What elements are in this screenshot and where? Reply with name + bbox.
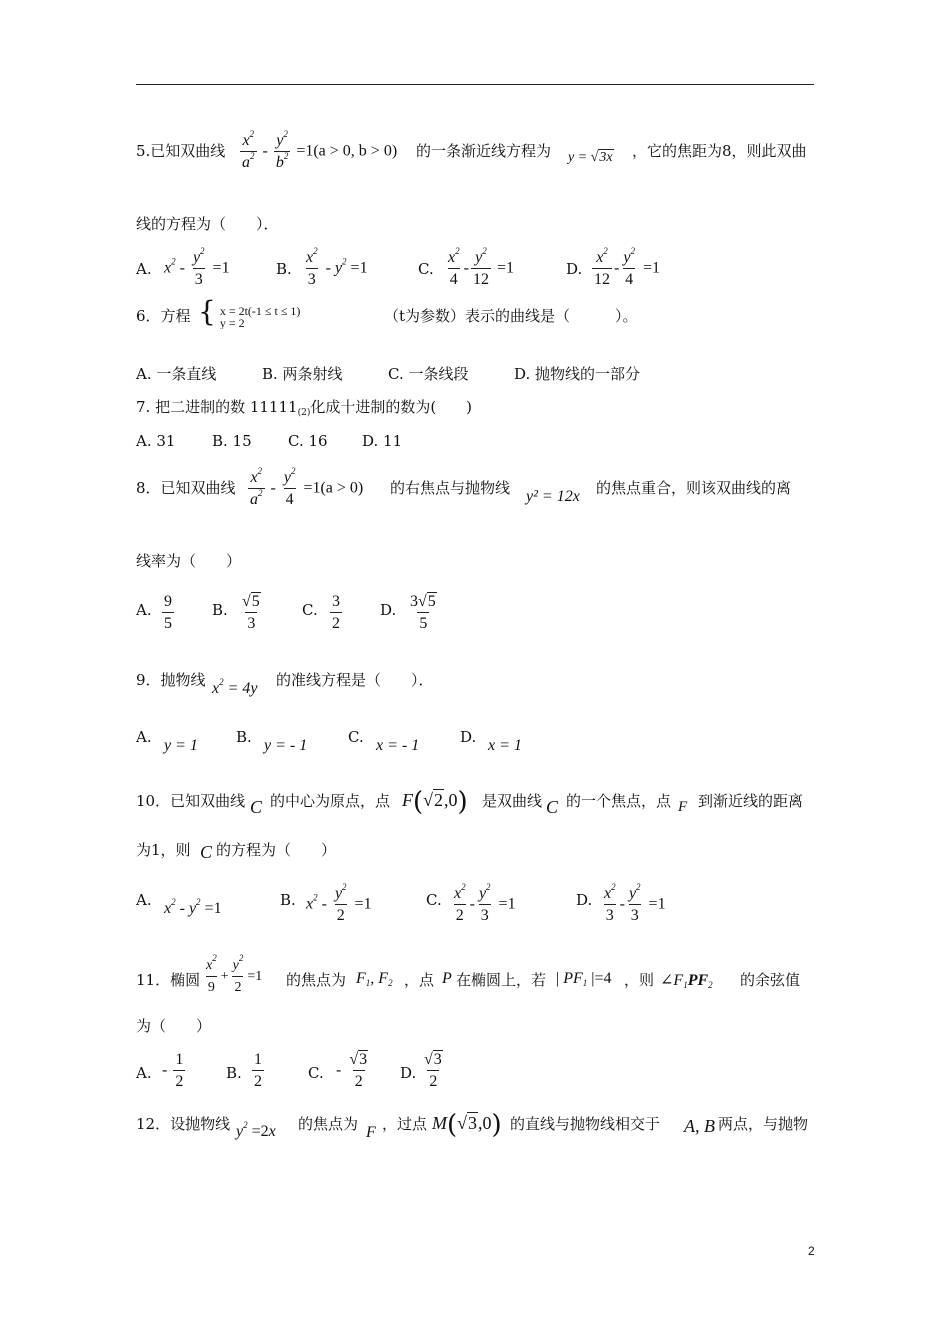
q11-line2: 为（ ） bbox=[136, 1017, 212, 1035]
q10-line2b: 的方程为（ ） bbox=[216, 841, 337, 859]
q10-option-c-eq: $\frac{x^2}{2}$ - $\frac{y^2}{3}$ =1 bbox=[454, 882, 516, 924]
q5-mid: 的一条渐近线方程为 bbox=[416, 142, 552, 160]
q10-c: 的一个焦点，点 bbox=[566, 792, 672, 810]
q10-option-b-eq: $x^2$ - $\frac{y^2}{2}$ =1 bbox=[306, 882, 372, 924]
q10-option-d: D. bbox=[576, 891, 593, 909]
q12-lead: 12．设抛物线 bbox=[136, 1115, 231, 1133]
q12-f-symbol: F bbox=[366, 1124, 376, 1141]
q8-line2: 线率为（ ） bbox=[136, 552, 242, 570]
q7-option-b: B. 15 bbox=[212, 432, 252, 450]
q10-option-a: A. bbox=[136, 891, 152, 909]
q9-lead: 9．抛物线 bbox=[136, 671, 206, 689]
q9-option-d-val: x = 1 bbox=[488, 737, 522, 754]
q11-d: ，则 bbox=[624, 971, 655, 989]
q5-option-b-eq: $\frac{x^2}{3}$ - $y^2 =1$ bbox=[306, 246, 368, 288]
q8-option-d-val: $\frac{3√5}{5}$ bbox=[410, 593, 436, 632]
q7-option-c: C. 16 bbox=[288, 432, 328, 450]
q5-option-b: B. bbox=[276, 260, 292, 278]
q10-option-c: C. bbox=[426, 891, 442, 909]
q10-c-symbol: C bbox=[250, 797, 263, 817]
q6-option-d: D. 抛物线的一部分 bbox=[514, 365, 641, 383]
q5-option-d-eq: $\frac{x^2}{12}$ - $\frac{y^2}{4}$ =1 bbox=[594, 246, 660, 288]
q5-option-a: A. bbox=[136, 260, 152, 278]
q8-option-b: B. bbox=[212, 601, 228, 619]
q8-option-d: D. bbox=[380, 601, 397, 619]
q10-b: 是双曲线 bbox=[482, 792, 543, 810]
q6-system: { x = 2t(-1 ≤ t ≤ 1) y = 2 bbox=[198, 295, 301, 330]
q7-option-a: A. 31 bbox=[136, 432, 176, 450]
q11-option-c-val: - $\frac{√3}{2}$ bbox=[336, 1051, 368, 1090]
q12-d: 两点，与抛物 bbox=[718, 1115, 809, 1133]
q10-line2a: 为1，则 bbox=[136, 841, 191, 859]
q11-b: ，点 bbox=[404, 971, 435, 989]
q11-e: 的余弦值 bbox=[740, 971, 801, 989]
q9-equation: $x^2 = 4y$ bbox=[212, 677, 258, 697]
q11-option-c: C. bbox=[308, 1064, 324, 1082]
q11-option-b: B. bbox=[226, 1064, 242, 1082]
q11-c: 在椭圆上，若 bbox=[456, 971, 547, 989]
q8-option-a: A. bbox=[136, 601, 152, 619]
q6-tail: （t为参数）表示的曲线是（ ）。 bbox=[384, 307, 638, 325]
q8-lead: 8．已知双曲线 bbox=[136, 479, 236, 497]
q8-parabola: y² = 12x bbox=[526, 488, 580, 505]
q5-option-a-eq: $x^2$ - $\frac{y^2}{3}$ =1 bbox=[164, 246, 230, 288]
q11-angle: $\angle F_1PF_2$ bbox=[660, 972, 713, 990]
q11-option-a: A. bbox=[136, 1064, 152, 1082]
q9-option-c-val: x = - 1 bbox=[376, 737, 420, 754]
q9-option-b: B. bbox=[236, 728, 252, 746]
q5-asymptote: y = √3x bbox=[568, 150, 613, 165]
q5-tail: ，它的焦距为8，则此双曲 bbox=[632, 142, 807, 160]
q8-option-a-val: $\frac{9}{5}$ bbox=[164, 593, 172, 632]
q6-lead: 6．方程 bbox=[136, 307, 191, 325]
q11-lead: 11．椭圆 bbox=[136, 971, 201, 989]
q6-option-a: A. 一条直线 bbox=[136, 365, 217, 383]
q7-option-d: D. 11 bbox=[362, 432, 403, 450]
q5-lead: 5.已知双曲线 bbox=[136, 142, 226, 160]
q6-option-b: B. 两条射线 bbox=[262, 365, 343, 383]
q11-option-a-val: - $\frac{1}{2}$ bbox=[162, 1051, 184, 1090]
q5-equation: $\frac{x^2}{a^2}$ - $\frac{y^2}{b^2}$ =1(a > 0, b > 0) bbox=[242, 129, 398, 171]
q10-option-b: B. bbox=[280, 891, 296, 909]
q10-d: 到渐近线的距离 bbox=[698, 792, 804, 810]
q12-c: 的直线与抛物线相交于 bbox=[510, 1115, 661, 1133]
q5-option-d: D. bbox=[566, 260, 583, 278]
q5-option-c: C. bbox=[418, 260, 434, 278]
q11-a: 的焦点为 bbox=[286, 971, 347, 989]
q11-dist: | $PF_1$ |=4 bbox=[556, 970, 612, 988]
q12-point-m: M(√3,0) bbox=[432, 1109, 502, 1140]
q8-option-b-val: $\frac{√5}{3}$ bbox=[242, 593, 260, 632]
q10-option-a-eq: $x^2 - y^2 =1$ bbox=[164, 897, 222, 917]
q12-points-ab: A, B bbox=[684, 1116, 715, 1136]
q7-text: 7. 把二进制的数 $11111_{(2)}$化成十进制的数为( ) bbox=[136, 398, 473, 418]
q10-point-f: F(√2,0) bbox=[402, 786, 468, 817]
page-number: 2 bbox=[808, 1244, 815, 1258]
q8-option-c-val: $\frac{3}{2}$ bbox=[332, 593, 340, 632]
q11-option-b-val: $\frac{1}{2}$ bbox=[254, 1051, 262, 1090]
q8-mid: 的右焦点与抛物线 bbox=[390, 479, 511, 497]
q9-tail: 的准线方程是（ ）． bbox=[276, 671, 434, 689]
q9-option-a-val: y = 1 bbox=[164, 737, 198, 754]
q12-a: 的焦点为 bbox=[298, 1115, 359, 1133]
q5-line2: 线的方程为（ ）． bbox=[136, 215, 279, 233]
q6-option-c: C. 一条线段 bbox=[388, 365, 469, 383]
q10-lead: 10．已知双曲线 bbox=[136, 792, 246, 810]
q12-parabola: $y^2 =2x$ bbox=[236, 1120, 276, 1140]
q12-b: ，过点 bbox=[382, 1115, 428, 1133]
q10-c-symbol-3: C bbox=[200, 842, 213, 862]
q5-option-c-eq: $\frac{x^2}{4}$ - $\frac{y^2}{12}$ =1 bbox=[448, 246, 514, 288]
q8-tail: 的焦点重合，则该双曲线的离 bbox=[596, 479, 792, 497]
q11-point-p: P bbox=[442, 970, 452, 987]
q8-option-c: C. bbox=[302, 601, 318, 619]
q9-option-d: D. bbox=[460, 728, 477, 746]
q8-equation: $\frac{x^2}{a^2}$ - $\frac{y^2}{4}$ =1(a > 0) bbox=[250, 466, 364, 508]
q11-option-d-val: $\frac{√3}{2}$ bbox=[424, 1051, 442, 1090]
q11-ellipse: $\frac{x^2}{9}$ + $\frac{y^2}{2}$ =1 bbox=[206, 953, 263, 995]
q10-a: 的中心为原点，点 bbox=[270, 792, 391, 810]
q10-c-symbol-2: C bbox=[546, 797, 559, 817]
q9-option-c: C. bbox=[348, 728, 364, 746]
q9-option-b-val: y = - 1 bbox=[264, 737, 308, 754]
q10-f-symbol: F bbox=[678, 799, 688, 815]
q9-option-a: A. bbox=[136, 728, 152, 746]
q11-foci: $F_1$, $F_2$ bbox=[356, 970, 393, 988]
q11-option-d: D. bbox=[400, 1064, 417, 1082]
header-rule bbox=[136, 84, 814, 85]
q10-option-d-eq: $\frac{x^2}{3}$ - $\frac{y^2}{3}$ =1 bbox=[604, 882, 666, 924]
